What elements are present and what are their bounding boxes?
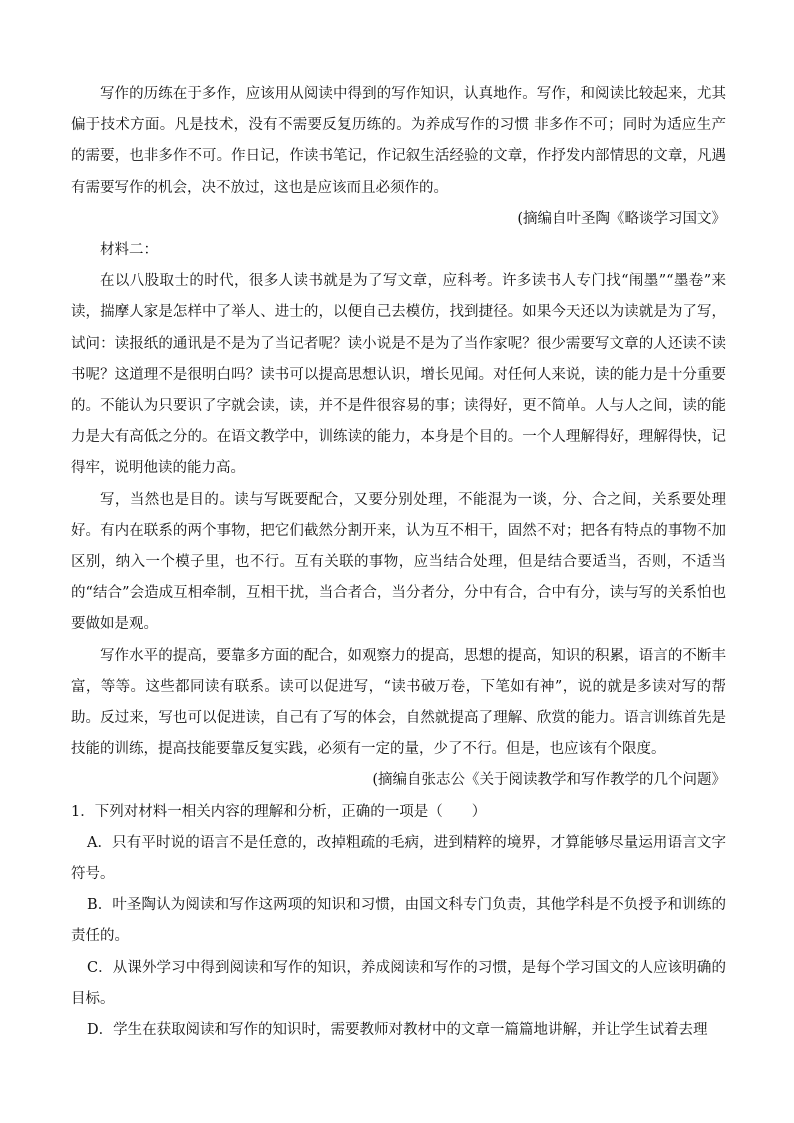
material1-paragraph: 写作的历练在于多作，应该用从阅读中得到的写作知识，认真地作。写作，和阅读比较起来，尤其偏于技术方面。凡是技术，没有不需要反复历练的。为养成写作的习惯 非多作不可；同时为适应生产的需要，也非多作不可。作日记，作读书笔记，作记叙生活经验的文章，作抒发内部情思的文章，凡遇有需要写作的机会，决不放过，这也是应该而且必须作的。 — [71, 86, 726, 196]
material2-paragraph-2: 写，当然也是目的。读与写既要配合，又要分别处理，不能混为一谈，分、合之间，关系要处理好。有内在联系的两个事物，把它们截然分割开来，认为互不相干，固然不对；把各有特点的事物不加区别，纳入一个模子里，也不行。互有关联的事物，应当结合处理，但是结合要适当，否则，不适当的“结合”会造成互相牵制，互相干扰，当合者合，当分者分，分中有合，合中有分，读与写的关系怕也要做如是观。 — [71, 491, 726, 633]
material2-paragraph-1: 在以八股取士的时代，很多人读书就是为了写文章，应科考。许多读书人专门找“闱墨”“墨卷”来读，揣摩人家是怎样中了举人、进士的，以便自己去模仿，找到捷径。如果今天还以为读就是为了写，试问：读报纸的通讯是不是为了当记者呢？读小说是不是为了当作家呢？很少需要写文章的人还读不读书呢？这道理不是很明白吗？读书可以提高思想认识，增长见闻。对任何人来说，读的能力是十分重要的。不能认为只要识了字就会读，读，并不是件很容易的事；读得好，更不简单。人与人之间，读的能力是大有高低之分的。在语文教学中，训练读的能力，本身是个目的。一个人理解得好，理解得快，记得牢，说明他读的能力高。 — [71, 273, 726, 477]
question-1-option-c: C．从课外学习中得到阅读和写作的知识，养成阅读和写作的习惯，是每个学习国文的人应该明确的目标。 — [71, 959, 726, 1007]
material2-paragraph-3: 写作水平的提高，要靠多方面的配合，如观察力的提高，思想的提高，知识的积累，语言的不断丰富，等等。这些都同读有联系。读可以促进写，“读书破万卷，下笔如有神”，说的就是多读对写的帮助。反过来，写也可以促进读，自己有了写的体会，自然就提高了理解、欣赏的能力。语言训练首先是技能的训练，提高技能要靠反复实践，必须有一定的量，少了不行。但是，也应该有个限度。 — [71, 647, 726, 758]
question-1-option-d: D．学生在获取阅读和写作的知识时，需要教师对教材中的文章一篇篇地讲解，并让学生试着去理 — [86, 1022, 708, 1039]
document-page — [71, 79, 726, 1046]
question-1-option-a: A．只有平时说的语言不是任意的，改掉粗疏的毛病，进到精粹的境界，才算能够尽量运用语言文字符号。 — [71, 834, 726, 883]
material2-heading: 材料二： — [100, 242, 158, 259]
material1-source: (摘编自叶圣陶《略谈学习国文》 — [517, 210, 726, 227]
material2-source: (摘编自张志公《关于阅读教学和写作教学的几个问题》 — [372, 772, 726, 789]
question-1-option-b: B．叶圣陶认为阅读和写作这两项的知识和习惯，由国文科专门负责，其他学科是不负授予和训练的责任的。 — [71, 897, 726, 945]
question-1-stem: 1．下列对材料一相关内容的理解和分析，正确的一项是（ ） — [71, 803, 487, 820]
